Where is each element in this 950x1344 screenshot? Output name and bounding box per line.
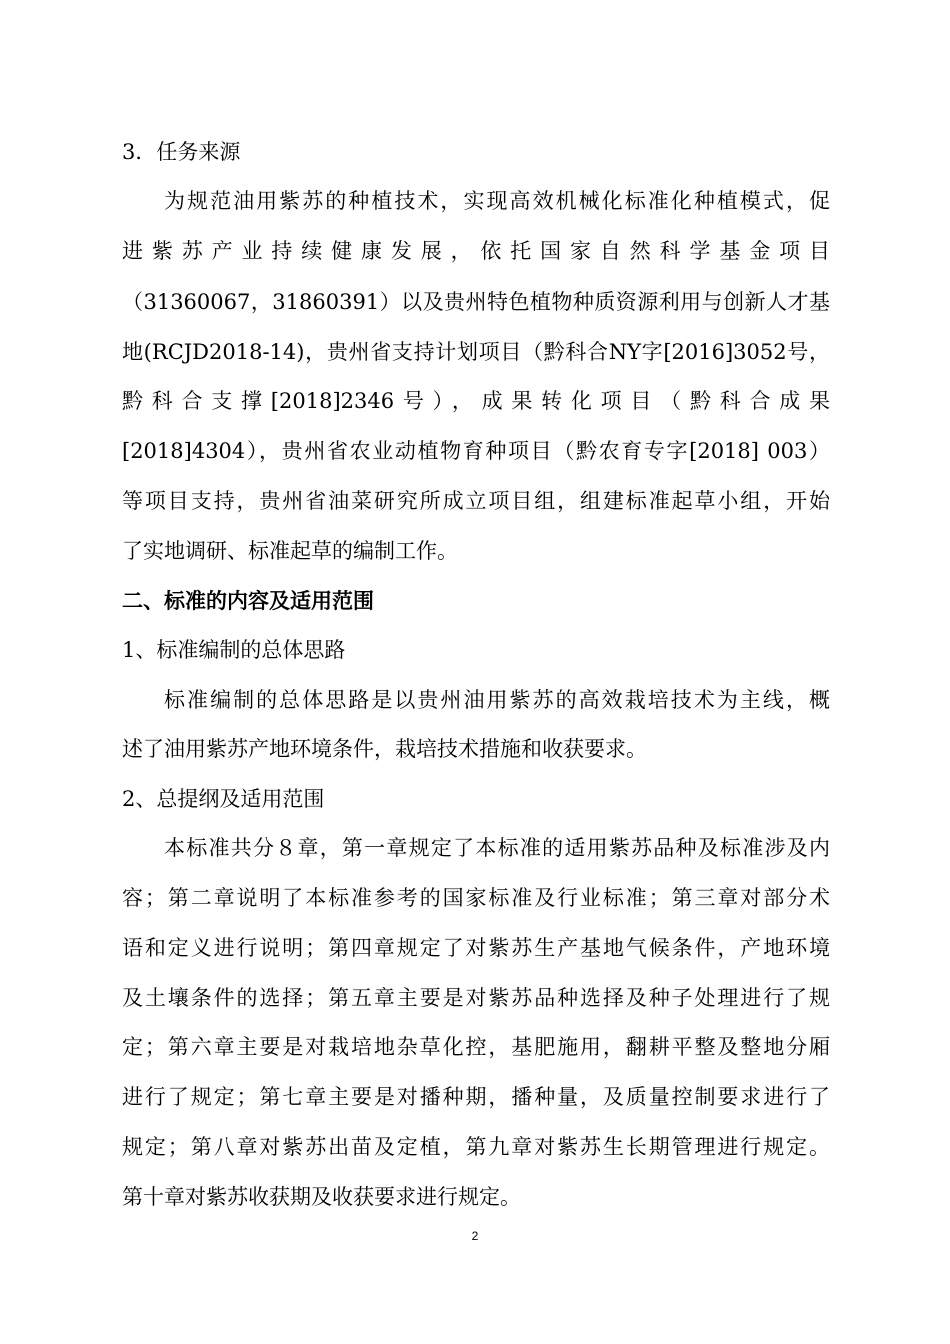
item-1-paragraph-line-2: 述了油用紫苏产地环境条件，栽培技术措施和收获要求。 bbox=[122, 737, 647, 761]
section-3-paragraph-line-7: 等项目支持，贵州省油菜研究所成立项目组，组建标准起草小组，开始 bbox=[122, 489, 830, 513]
item-2-paragraph-line-6: 进行了规定；第七章主要是对播种期，播种量，及质量控制要求进行了 bbox=[122, 1085, 830, 1109]
item-1-title: 1、标准编制的总体思路 bbox=[122, 638, 346, 662]
section-3-paragraph-line-2: 进紫苏产业持续健康发展，依托国家自然科学基金项目 bbox=[122, 239, 830, 263]
section-3-paragraph-line-5: 黔科合支撑[2018]2346号），成果转化项目（黔科合成果 bbox=[122, 389, 830, 413]
item-2-paragraph-line-8: 第十章对紫苏收获期及收获要求进行规定。 bbox=[122, 1185, 521, 1209]
part-2-heading: 二、标准的内容及适用范围 bbox=[122, 589, 374, 613]
section-3-paragraph-line-1: 为规范油用紫苏的种植技术，实现高效机械化标准化种植模式，促 bbox=[164, 189, 830, 213]
item-1-paragraph-line-1: 标准编制的总体思路是以贵州油用紫苏的高效栽培技术为主线，概 bbox=[164, 688, 830, 712]
item-2-paragraph-line-1: 本标准共分８章，第一章规定了本标准的适用紫苏品种及标准涉及内 bbox=[164, 836, 830, 860]
item-2-paragraph-line-7: 规定；第八章对紫苏出苗及定植，第九章对紫苏生长期管理进行规定。 bbox=[122, 1135, 830, 1159]
section-3-paragraph-line-3: （31360067，31860391）以及贵州特色植物种质资源利用与创新人才基 bbox=[122, 290, 830, 314]
item-2-title: 2、总提纲及适用范围 bbox=[122, 787, 325, 811]
section-3-paragraph-line-8: 了实地调研、标准起草的编制工作。 bbox=[122, 539, 458, 563]
section-3-paragraph-line-6: [2018]4304），贵州省农业动植物育种项目（黔农育专字[2018] 003） bbox=[122, 439, 830, 463]
item-2-paragraph-line-2: 容；第二章说明了本标准参考的国家标准及行业标准；第三章对部分术 bbox=[122, 886, 830, 910]
section-3-title: 3．任务来源 bbox=[122, 140, 241, 164]
section-3-paragraph-line-4: 地(RCJD2018-14)，贵州省支持计划项目（黔科合NY字[2016]3052号， bbox=[122, 340, 830, 364]
page-number: 2 bbox=[471, 1229, 479, 1243]
item-2-paragraph-line-5: 定；第六章主要是对栽培地杂草化控，基肥施用，翻耕平整及整地分厢 bbox=[122, 1035, 830, 1059]
item-2-paragraph-line-3: 语和定义进行说明；第四章规定了对紫苏生产基地气候条件，产地环境 bbox=[122, 936, 830, 960]
item-2-paragraph-line-4: 及土壤条件的选择；第五章主要是对紫苏品种选择及种子处理进行了规 bbox=[122, 986, 830, 1010]
